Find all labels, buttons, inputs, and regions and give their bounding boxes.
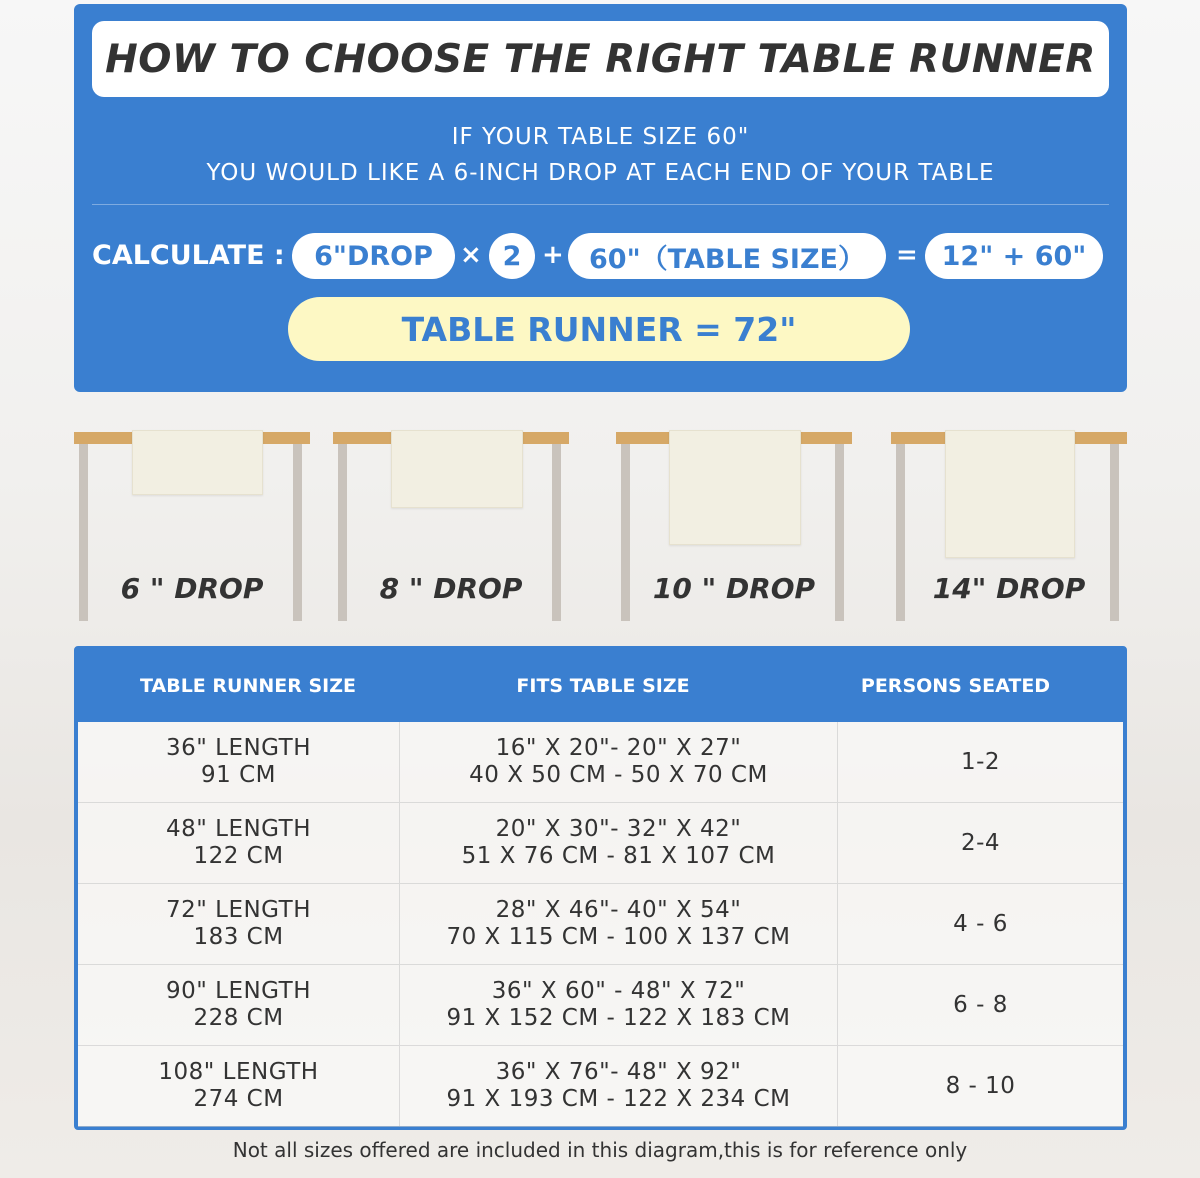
runner-drop: [945, 430, 1075, 558]
table-row: [78, 803, 1123, 884]
fits-table-cell: [400, 965, 838, 1045]
intro-line-2: YOU WOULD LIKE A 6-INCH DROP AT EACH END OF YOUR TABLE: [206, 160, 995, 186]
persons-seated: 1-2: [960, 748, 1001, 775]
header-runner-size: TABLE RUNNER SIZE: [140, 675, 356, 697]
result-pill: TABLE RUNNER = 72": [288, 297, 910, 361]
fit-inches: 20" X 30"- 32" X 42": [495, 816, 742, 842]
runner-drop: [669, 430, 801, 545]
runner-length: 90" LENGTH: [165, 978, 312, 1004]
table-size-pill: 60"（TABLE SIZE）: [568, 233, 886, 279]
persons-cell: [838, 884, 1123, 964]
calculate-label: CALCULATE :: [92, 240, 285, 271]
runner-length: 36" LENGTH: [165, 735, 312, 761]
fit-inches: 36" X 60" - 48" X 72": [491, 978, 746, 1004]
persons-cell: [838, 965, 1123, 1045]
plus-sign: +: [542, 240, 564, 270]
table-header: [78, 650, 1123, 722]
runner-size-cell: [78, 722, 400, 802]
runner-length-cm: 183 CM: [193, 924, 284, 950]
divider: [92, 204, 1109, 205]
persons-cell: [838, 722, 1123, 802]
size-table: [74, 646, 1127, 1130]
drop-label: 10 " DROP: [652, 572, 816, 605]
fit-inches: 16" X 20"- 20" X 27": [495, 735, 742, 761]
table-row: [78, 722, 1123, 803]
runner-size-cell: [78, 803, 400, 883]
runner-drop: [132, 430, 263, 495]
persons-seated: 2-4: [960, 829, 1001, 856]
fit-cm: 91 X 152 CM - 122 X 183 CM: [446, 1005, 791, 1031]
persons-seated: 4 - 6: [953, 910, 1008, 937]
fit-inches: 36" X 76"- 48" X 92": [495, 1059, 742, 1085]
persons-cell: [838, 803, 1123, 883]
persons-seated: 8 - 10: [945, 1072, 1016, 1099]
drop-pill: 6"DROP: [292, 233, 455, 279]
sum-pill: 12" + 60": [925, 233, 1103, 279]
fit-cm: 40 X 50 CM - 50 X 70 CM: [469, 762, 768, 788]
header-persons: PERSONS SEATED: [860, 675, 1051, 697]
footnote: Not all sizes offered are included in this diagram,this is for reference only: [232, 1138, 968, 1162]
runner-size-cell: [78, 965, 400, 1045]
table-row: [78, 884, 1123, 965]
intro-line-1: IF YOUR TABLE SIZE 60": [451, 124, 750, 150]
runner-length: 48" LENGTH: [165, 816, 312, 842]
equals-sign: =: [896, 240, 918, 270]
fit-cm: 91 X 193 CM - 122 X 234 CM: [446, 1086, 791, 1112]
drop-label: 8 " DROP: [379, 572, 523, 605]
runner-length-cm: 122 CM: [193, 843, 284, 869]
persons-seated: 6 - 8: [953, 991, 1008, 1018]
fits-table-cell: [400, 884, 838, 964]
runner-length: 108" LENGTH: [158, 1059, 319, 1085]
page-title: HOW TO CHOOSE THE RIGHT TABLE RUNNER: [92, 21, 1109, 97]
fits-table-cell: [400, 803, 838, 883]
runner-size-cell: [78, 884, 400, 964]
header-fits-table: FITS TABLE SIZE: [516, 675, 690, 697]
runner-length: 72" LENGTH: [165, 897, 312, 923]
drop-label: 6 " DROP: [120, 572, 264, 605]
fits-table-cell: [400, 1046, 838, 1126]
fits-table-cell: [400, 722, 838, 802]
multiplier-pill: 2: [489, 233, 535, 279]
runner-length-cm: 274 CM: [193, 1086, 284, 1112]
runner-length-cm: 91 CM: [201, 762, 276, 788]
runner-size-cell: [78, 1046, 400, 1126]
table-row: [78, 1046, 1123, 1127]
fit-cm: 70 X 115 CM - 100 X 137 CM: [446, 924, 791, 950]
drop-label: 14" DROP: [932, 572, 1086, 605]
times-sign: ×: [460, 240, 482, 270]
runner-drop: [391, 430, 523, 508]
runner-length-cm: 228 CM: [193, 1005, 284, 1031]
table-row: [78, 965, 1123, 1046]
fit-cm: 51 X 76 CM - 81 X 107 CM: [461, 843, 776, 869]
fit-inches: 28" X 46"- 40" X 54": [495, 897, 742, 923]
persons-cell: [838, 1046, 1123, 1126]
